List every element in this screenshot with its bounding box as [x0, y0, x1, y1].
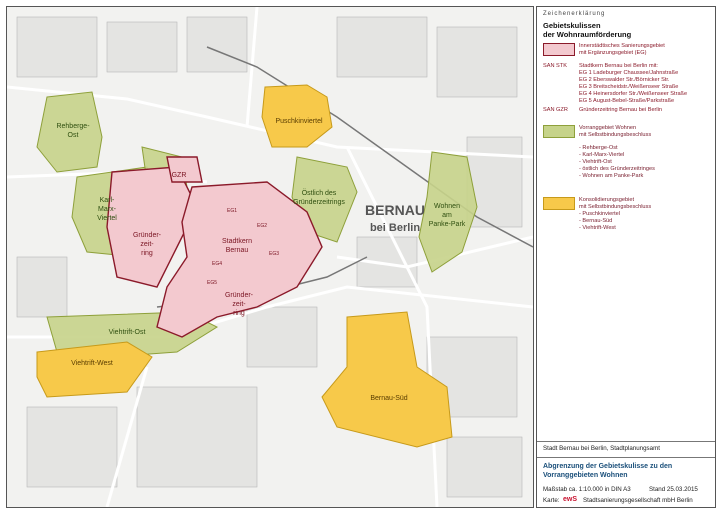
label-panke-2: am [442, 212, 452, 219]
label-puschkin: Puschkinviertel [275, 118, 323, 125]
yellow-item-2: - Bernau-Süd [579, 218, 613, 224]
map-panel[interactable] [6, 6, 534, 508]
red-desc-2: mit Ergänzungsgebiet (EG) [579, 50, 647, 56]
label-oestlich-2: Gründerzeitrings [293, 199, 345, 206]
label-gruender-2: Gründer- [224, 292, 254, 299]
footer-date: Stand 25.03.2015 [649, 486, 698, 493]
eg-item-1: EG 1 Ladeburger Chaussee/Jahnstraße [579, 70, 679, 76]
swatch-konsolidierung [543, 197, 575, 210]
legend-title: Gebietskulissen [543, 21, 601, 30]
legend-panel [536, 6, 716, 508]
eg-item-4: EG 4 Heinersdorfer Str./Weißenseer Straße [579, 91, 688, 97]
footer-divider [537, 441, 715, 442]
footer-title-2: Vorranggebieten Wohnen [543, 472, 628, 479]
label-eg5: EG5 [207, 280, 218, 286]
city-name: BERNAU [365, 202, 425, 218]
green-desc-2: mit Selbstbindungsbeschluss [579, 132, 652, 138]
label-eg4: EG4 [212, 261, 223, 267]
label-panke-3: Panke-Park [428, 221, 466, 228]
ews-logo: ewS [563, 496, 578, 503]
label-panke: Wohnen [434, 203, 460, 210]
label-gzr: GZR [171, 172, 187, 179]
label-viehtrift-west: Viehtrift-West [71, 360, 113, 367]
footer-karte-label: Karte: [543, 497, 560, 504]
label-gruender-2b: zeit- [232, 301, 246, 308]
stk-code: SAN STK [543, 63, 567, 69]
eg-item-2: EG 2 Eberswalder Str./Börnicker Str. [579, 77, 670, 83]
red-desc: Innerstädtisches Sanierungsgebiet [579, 43, 665, 49]
map-canvas [7, 7, 533, 507]
footer-karte-org: Stadtsanierungsgesellschaft mbH Berlin [583, 497, 693, 504]
label-gruender-1c: ring [141, 250, 153, 257]
swatch-vorrang [543, 125, 575, 138]
label-rehberge-ost: Rehberge- [56, 123, 90, 130]
label-viehtrift-ost: Viehtrift-Ost [108, 329, 146, 336]
green-item-4: - östlich des Gründerzeitringes [579, 166, 655, 172]
legend-title-2: der Wohnraumförderung [543, 30, 632, 39]
footer-office: Stadt Bernau bei Berlin, Stadtplanungsamt [543, 445, 660, 452]
gzr-code: SAN GZR [543, 107, 568, 113]
label-karl-marx: Karl- [99, 197, 115, 204]
stk-title: Stadtkern Bernau bei Berlin mit: [579, 63, 658, 69]
label-bernau-sued: Bernau-Süd [370, 395, 408, 402]
city-label [365, 202, 425, 234]
label-eg2: EG2 [257, 223, 268, 229]
label-stadtkern: Stadtkern [222, 238, 252, 245]
footer-scale: Maßstab ca. 1:10.000 in DIN A3 [543, 486, 631, 493]
label-oestlich: Östlich des [301, 190, 337, 197]
green-item-1: - Rehberge-Ost [579, 145, 618, 151]
yellow-item-3: - Viehtrift-West [579, 225, 616, 231]
label-gruender-1b: zeit- [140, 241, 154, 248]
label-stadtkern-2: Bernau [225, 247, 249, 254]
yellow-item-1: - Puschkinviertel [579, 211, 621, 217]
swatch-sanierung [543, 43, 575, 56]
eg-item-3: EG 3 Breitscheidstr./Weißenseer Straße [579, 84, 679, 90]
green-item-2: - Karl-Marx-Viertel [579, 152, 625, 158]
yellow-desc: Konsolidierungsgebiet [579, 197, 635, 203]
label-karl-marx-2: Marx- [98, 206, 116, 213]
green-item-3: - Viehtrift-Ost [579, 159, 612, 165]
label-rehberge-ost-2: Ost [67, 132, 79, 139]
label-eg3: EG3 [269, 251, 280, 257]
label-karl-marx-3: Viertel [97, 215, 117, 222]
green-item-5: - Wohnen am Panke-Park [579, 173, 644, 179]
gzr-title: Gründerzeitring Bernau bei Berlin [579, 107, 663, 113]
footer-divider-2 [537, 457, 715, 458]
footer-title: Abgrenzung der Gebietskulisse zu den [543, 463, 673, 470]
label-gruender-1: Gründer- [132, 232, 162, 239]
eg-item-5: EG 5 August-Bebel-Straße/Parkstraße [579, 98, 675, 104]
city-name-2: bei Berlin [369, 222, 421, 234]
label-eg1: EG1 [227, 208, 238, 214]
label-gruender-2c: ring [233, 310, 245, 317]
legend-header: Zeichenerklärung [543, 11, 606, 17]
green-desc: Vorranggebiet Wohnen [579, 125, 637, 131]
yellow-desc-2: mit Selbstbindungsbeschluss [579, 204, 652, 210]
